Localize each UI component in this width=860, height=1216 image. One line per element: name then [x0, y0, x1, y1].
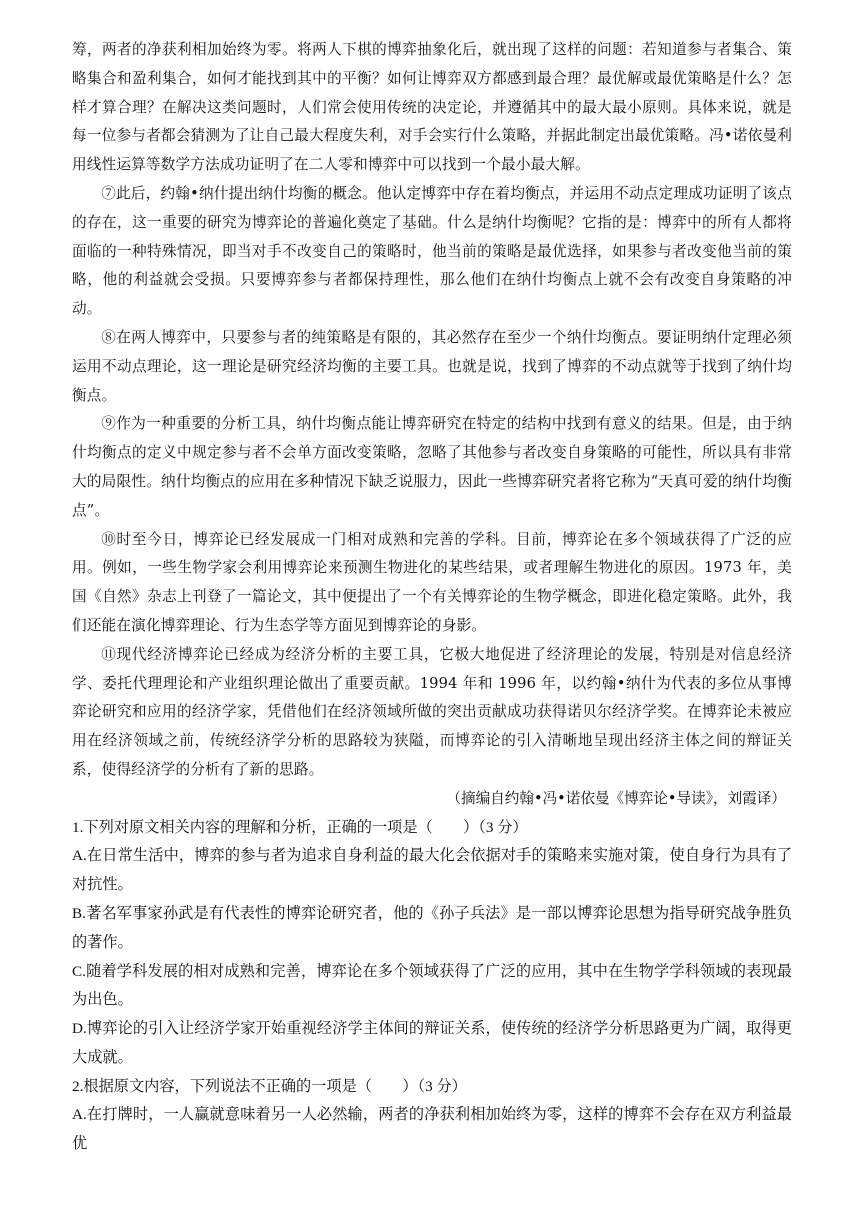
paragraph-6-continued: 筹，两者的净获利相加始终为零。将两人下棋的博弈抽象化后，就出现了这样的问题：若知道参与者集合、策略集合和盈利集合，如何才能找到其中的平衡？如何让博弈双方都感到最合理？最优解或最优策略是什么？怎样才算合理？在解决这类问题时，人们常会使用传统的决定论，并遵循其中的最大最小原则。具体来说，就是每一位参与者都会猜测为了让自己最大程度失利，对手会实行什么策略，并据此制定出最优策略。冯•诺依曼利用线性运算等数学方法成功证明了在二人零和博弈中可以找到一个最小最大解。 — [72, 41, 792, 174]
question-1-stem: 1.下列对原文相关内容的理解和分析，正确的一项是（ ）（3 分） — [72, 818, 528, 836]
paragraph-7: ⑦此后，约翰•纳什提出纳什均衡的概念。他认定博弈中存在着均衡点，并运用不动点定理成功证明了该点的存在，这一重要的研究为博弈论的普遍化奠定了基础。什么是纳什均衡呢？它指的是：博弈中的所有人都将面临的一种特殊情况，即当对手不改变自己的策略时，他当前的策略是最优选择，如果参与者改变他当前的策略，他的利益就会受损。只要博弈参与者都保持理性，那么他们在纳什均衡点上就不会有改变自身策略的冲动。 — [72, 184, 792, 318]
question-1-option-d: D.博弈论的引入让经济学家开始重视经济学主体间的辩证关系，使传统的经济学分析思路更为广阔，取得更大成就。 — [72, 1020, 792, 1066]
paragraph-11: ⑪现代经济博弈论已经成为经济分析的主要工具，它极大地促进了经济理论的发展，特别是对信息经济学、委托代理理论和产业组织理论做出了重要贡献。1994 年和 1996 年，以约翰•纳什为代表的多位从事博弈论研究和应用的经济学家，凭借他们在经济领域所做的突出贡献成功获得诺贝尔经济学奖。在博弈论未被应用在经济领域之前，传统经济学分析的思路较为狭隘，而博弈论的引入清晰地呈现出经济主体之间的辩证关系，使得经济学的分析有了新的思路。 — [72, 645, 792, 778]
source-citation: （摘编自约翰•冯•诺依曼《博弈论•导读》，刘霞译） — [446, 789, 786, 807]
paragraph-8: ⑧在两人博弈中，只要参与者的纯策略是有限的，其必然存在至少一个纳什均衡点。要证明纳什定理必须运用不动点理论，这一理论是研究经济均衡的主要工具。也就是说，找到了博弈的不动点就等于找到了纳什均衡点。 — [72, 328, 792, 404]
question-1-option-a: A.在日常生活中，博弈的参与者为追求自身利益的最大化会依据对手的策略来实施对策，使自身行为具有了对抗性。 — [72, 847, 792, 894]
question-2-option-a: A.在打牌时，一人赢就意味着另一人必然输，两者的净获利相加始终为零，这样的博弈不会存在双方利益最优 — [72, 1106, 792, 1153]
paragraph-10: ⑩时至今日，博弈论已经发展成一门相对成熟和完善的学科。目前，博弈论在多个领域获得了广泛的应用。例如，一些生物学家会利用博弈论来预测生物进化的某些结果，或者理解生物进化的原因。1973 年，美国《自然》杂志上刊登了一篇论文，其中便提出了一个有关博弈论的生物学概念，即进化稳定策略。此外，我们还能在演化博弈理论、行为生态学等方面见到博弈论的身影。 — [72, 530, 792, 634]
question-2-stem: 2.根据原文内容，下列说法不正确的一项是（ ）（3 分） — [72, 1077, 467, 1095]
paragraph-9: ⑨作为一种重要的分析工具，纳什均衡点能让博弈研究在特定的结构中找到有意义的结果。但是，由于纳什均衡点的定义中规定参与者不会单方面改变策略，忽略了其他参与者改变自身策略的可能性，所以具有非常大的局限性。纳什均衡点的应用在多种情况下缺乏说服力，因此一些博弈研究者将它称为“天真可爱的纳什均衡点”。 — [72, 415, 792, 519]
question-1-option-c: C.随着学科发展的相对成熟和完善，博弈论在多个领域获得了广泛的应用，其中在生物学学科领域的表现最为出色。 — [72, 962, 792, 1009]
question-1-option-b: B.著名军事家孙武是有代表性的博弈论研究者，他的《孙子兵法》是一部以博弈论思想为指导研究战争胜负的著作。 — [72, 904, 792, 951]
